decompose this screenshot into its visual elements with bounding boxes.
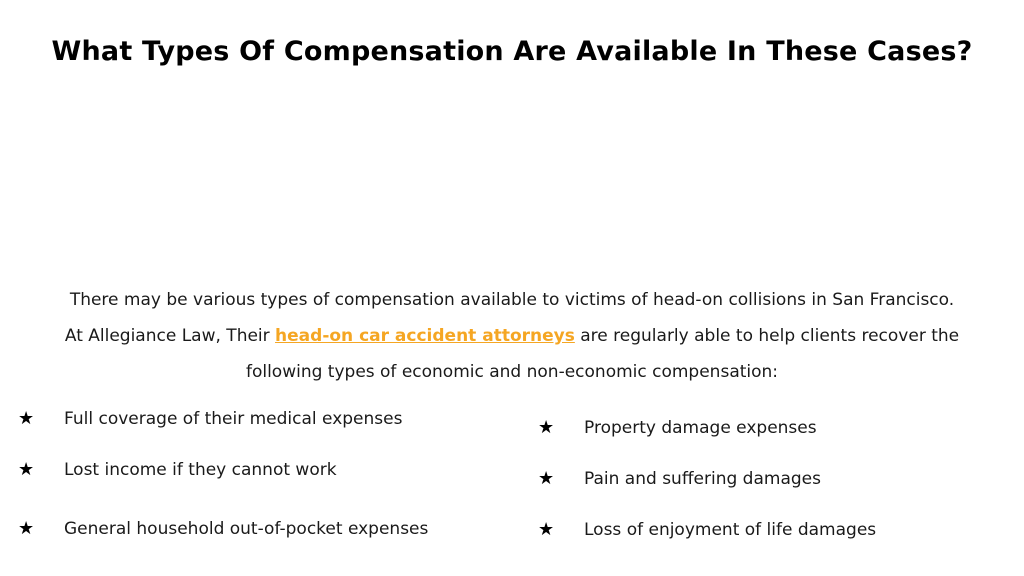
star-bullet-icon: ★ bbox=[18, 518, 35, 539]
list-item-household-expenses bbox=[18, 518, 428, 539]
star-bullet-icon: ★ bbox=[18, 408, 35, 429]
list-item-medical-expenses bbox=[18, 408, 402, 429]
page-title: What Types Of Compensation Are Available In These Cases? bbox=[51, 36, 973, 68]
star-bullet-icon: ★ bbox=[18, 459, 35, 480]
list-item-lost-income bbox=[18, 459, 337, 480]
list-item-text: Loss of enjoyment of life damages bbox=[584, 519, 877, 540]
star-bullet-icon: ★ bbox=[538, 417, 555, 438]
list-item-text: Property damage expenses bbox=[584, 417, 817, 438]
star-bullet-icon: ★ bbox=[538, 519, 555, 540]
intro-line-2-start: At Allegiance Law, Their bbox=[64, 326, 276, 346]
intro-line-2 bbox=[10, 318, 1014, 354]
intro-line-3: following types of economic and non-economic compensation: bbox=[245, 362, 779, 382]
intro-line-1: There may be various types of compensation available to victims of head-on collisions in San Francisco. bbox=[69, 290, 955, 310]
intro-line-2-end: are regularly able to help clients recover the bbox=[574, 326, 960, 346]
list-item-pain-suffering bbox=[538, 468, 821, 489]
list-item-loss-of-enjoyment bbox=[538, 519, 876, 540]
star-bullet-icon: ★ bbox=[538, 468, 555, 489]
list-item-text: Pain and suffering damages bbox=[584, 468, 821, 489]
list-item-property-damage bbox=[538, 417, 817, 438]
intro-paragraph bbox=[10, 282, 1014, 390]
list-item-text: Full coverage of their medical expenses bbox=[64, 408, 403, 429]
list-item-text: Lost income if they cannot work bbox=[64, 459, 337, 480]
attorneys-link[interactable]: head-on car accident attorneys bbox=[275, 326, 575, 346]
list-item-text: General household out-of-pocket expenses bbox=[64, 518, 429, 539]
